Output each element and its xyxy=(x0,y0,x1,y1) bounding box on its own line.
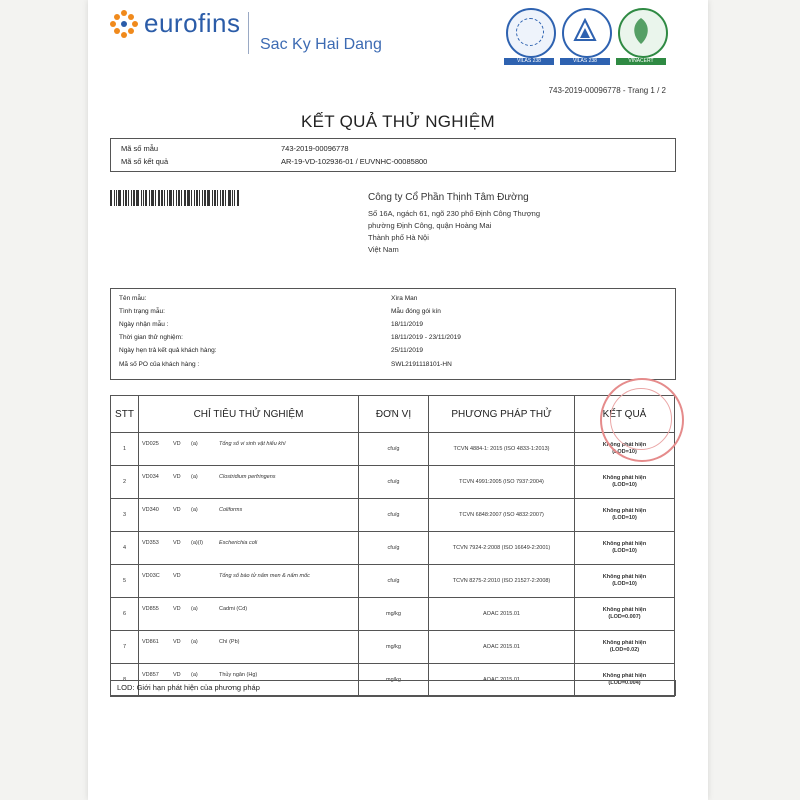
info-value: 18/11/2019 xyxy=(391,321,424,328)
row-vd: VD xyxy=(173,672,181,678)
row-code: VD025 xyxy=(142,441,159,447)
eurofins-logo xyxy=(110,8,241,39)
barcode-bar xyxy=(202,190,203,206)
row-result-line1: Không phát hiện xyxy=(602,573,647,580)
table-row xyxy=(111,565,675,598)
accreditation-seal-icon xyxy=(562,8,612,58)
row-result-line2: (LOD=10) xyxy=(612,548,637,554)
row-method: TCVN 8275-2:2010 (ISO 21527-2:2008) xyxy=(429,565,575,598)
row-unit: cfu/g xyxy=(359,466,429,499)
address-line-1: Số 16A, ngách 61, ngõ 230 phố Định Công Thượng xyxy=(368,209,541,218)
barcode-bar xyxy=(187,190,190,206)
row-stt: 7 xyxy=(111,631,139,664)
row-code: VD855 xyxy=(142,606,159,612)
barcode-bar xyxy=(217,190,218,206)
info-label: Ngày nhận mẫu : xyxy=(119,321,169,328)
header-divider xyxy=(248,12,249,54)
row-vd: VD xyxy=(173,606,181,612)
row-name: Escherichia coli xyxy=(219,540,258,546)
row-result-line1: Không phát hiện xyxy=(602,672,647,679)
row-method: TCVN 7924-2:2008 (ISO 16649-2:2001) xyxy=(429,532,575,565)
barcode-bar xyxy=(194,190,195,206)
row-flag: (a) xyxy=(191,474,198,480)
info-label: Mã số PO của khách hàng : xyxy=(119,361,200,368)
barcode-bar xyxy=(169,190,172,206)
vilas-certification-icon xyxy=(506,8,556,58)
row-result-line2: (LOD=10) xyxy=(612,515,637,521)
row-vd: VD xyxy=(173,507,181,513)
row-flag: (a) xyxy=(191,606,198,612)
customer-company: Công ty Cổ Phần Thịnh Tâm Đường xyxy=(368,192,529,203)
row-result xyxy=(575,631,675,664)
row-stt: 1 xyxy=(111,433,139,466)
info-value: 25/11/2019 xyxy=(391,347,424,354)
table-header-row xyxy=(111,396,675,433)
row-result-line2: (LOD=0.004) xyxy=(608,680,641,686)
row-name: Chì (Pb) xyxy=(219,639,240,645)
row-target xyxy=(139,565,359,598)
row-method: AOAC 2015.01 xyxy=(429,598,575,631)
row-target xyxy=(139,598,359,631)
row-vd: VD xyxy=(173,474,181,480)
row-result xyxy=(575,499,675,532)
row-name: Tổng số vi sinh vật hiếu khí xyxy=(219,441,286,447)
red-stamp-icon xyxy=(600,378,684,462)
barcode-bar xyxy=(237,190,239,206)
result-code-label: Mã số kết quả xyxy=(121,157,169,166)
row-result-line1: Không phát hiện xyxy=(602,639,647,646)
results-table xyxy=(110,395,675,697)
row-unit: cfu/g xyxy=(359,532,429,565)
row-method: AOAC 2015.01 xyxy=(429,631,575,664)
row-code: VD340 xyxy=(142,507,159,513)
row-code: VD03C xyxy=(142,573,160,579)
barcode-bar xyxy=(220,190,221,206)
lod-footnote-text: LOD: Giới hạn phát hiện của phương pháp xyxy=(117,683,260,692)
address-line-2: phường Định Công, quận Hoàng Mai xyxy=(368,221,492,230)
barcode-bar xyxy=(155,190,156,206)
barcode-bar xyxy=(204,190,206,206)
barcode-bar xyxy=(176,190,177,206)
info-label: Tên mẫu: xyxy=(119,295,147,302)
barcode-bar xyxy=(110,190,112,206)
row-method: TCVN 6848:2007 (ISO 4832:2007) xyxy=(429,499,575,532)
row-unit: mg/kg xyxy=(359,664,429,697)
barcode-bar xyxy=(143,190,144,206)
row-flag: (a) xyxy=(191,639,198,645)
header-result: KẾT QUẢ xyxy=(575,396,675,433)
row-result-line2: (LOD=10) xyxy=(612,482,637,488)
info-value: 18/11/2019 - 23/11/2019 xyxy=(391,334,461,341)
barcode-bar xyxy=(136,190,139,206)
barcode-bar xyxy=(207,190,210,206)
document-title: KẾT QUẢ THỬ NGHIỆM xyxy=(300,112,496,131)
row-method: TCVN 4991:2005 (ISO 7937:2004) xyxy=(429,466,575,499)
row-unit: cfu/g xyxy=(359,433,429,466)
row-name: Thủy ngân (Hg) xyxy=(219,672,258,678)
barcode-bar xyxy=(184,190,186,206)
sample-code-value: 743-2019-00096778 xyxy=(281,144,349,153)
barcode-bar xyxy=(178,190,180,206)
barcode-bar xyxy=(199,190,200,206)
green-certification-icon xyxy=(618,8,668,58)
barcode-bar xyxy=(125,190,127,206)
barcode-bar xyxy=(181,190,182,206)
row-stt: 4 xyxy=(111,532,139,565)
table-row xyxy=(111,466,675,499)
cert-caption-3: VINACERT xyxy=(616,58,666,65)
barcode-bar xyxy=(131,190,132,206)
header-target: CHỈ TIÊU THỬ NGHIỆM xyxy=(139,396,359,433)
row-stt: 5 xyxy=(111,565,139,598)
row-target xyxy=(139,499,359,532)
row-result-line1: Không phát hiện xyxy=(602,441,647,448)
row-code: VD353 xyxy=(142,540,159,546)
barcode-bar xyxy=(234,190,235,206)
barcode-bar xyxy=(232,190,233,206)
row-code: VD034 xyxy=(142,474,159,480)
row-name: Clostridium perfringens xyxy=(219,474,276,480)
barcode-bar xyxy=(114,190,115,206)
row-target xyxy=(139,433,359,466)
barcode-bar xyxy=(149,190,150,206)
info-value: Xìra Man xyxy=(391,295,418,302)
barcode-bar xyxy=(228,190,231,206)
barcode-bar xyxy=(173,190,174,206)
info-label: Thời gian thử nghiệm: xyxy=(119,334,183,341)
barcode xyxy=(110,190,250,206)
row-result-line2: (LOD=10) xyxy=(612,581,637,587)
barcode-bar xyxy=(161,190,163,206)
barcode-bar xyxy=(212,190,213,206)
page-reference: 743-2019-00096778 - Trang 1 / 2 xyxy=(548,86,666,95)
logo-text: eurofins xyxy=(144,8,241,38)
eurofins-logo-icon xyxy=(110,10,138,38)
row-result xyxy=(575,565,675,598)
barcode-bar xyxy=(164,190,165,206)
row-flag: (a) xyxy=(191,507,198,513)
row-unit: cfu/g xyxy=(359,565,429,598)
row-result-line1: Không phát hiện xyxy=(602,507,647,514)
sample-codes-box xyxy=(110,138,676,172)
row-unit: mg/kg xyxy=(359,598,429,631)
address-line-4: Việt Nam xyxy=(368,245,399,254)
row-result-line1: Không phát hiện xyxy=(602,606,647,613)
info-value: SWL2191118101-HN xyxy=(391,361,452,368)
row-result xyxy=(575,598,675,631)
table-row xyxy=(111,433,675,466)
row-name: Tổng số bào tử nấm men & nấm mốc xyxy=(219,573,310,579)
row-name: Cadmi (Cd) xyxy=(219,606,248,612)
cert-caption-1: VILAS 238 xyxy=(504,58,554,65)
barcode-bar xyxy=(167,190,168,206)
row-vd: VD xyxy=(173,540,181,546)
row-target xyxy=(139,631,359,664)
barcode-bar xyxy=(222,190,224,206)
header-method: PHƯƠNG PHÁP THỬ xyxy=(429,396,575,433)
row-code: VD857 xyxy=(142,672,159,678)
barcode-bar xyxy=(141,190,142,206)
barcode-bar xyxy=(151,190,154,206)
row-result-line2: (LOD=0.02) xyxy=(609,647,640,653)
barcode-bar xyxy=(225,190,226,206)
barcode-bar xyxy=(133,190,135,206)
lod-footnote xyxy=(110,680,676,696)
row-flag: (a) xyxy=(191,441,198,447)
header-unit: ĐƠN VỊ xyxy=(359,396,429,433)
row-flag: (a)(I) xyxy=(191,540,203,546)
row-name: Coliforms xyxy=(219,507,243,513)
row-result-line2: (LOD=10) xyxy=(612,449,637,455)
row-flag: (a) xyxy=(191,672,198,678)
info-label: Tình trạng mẫu: xyxy=(119,308,165,315)
customer-address xyxy=(368,192,540,256)
row-target xyxy=(139,532,359,565)
row-result-line2: (LOD=0.007) xyxy=(608,614,641,620)
sample-info-box xyxy=(110,288,676,380)
row-result xyxy=(575,532,675,565)
sample-code-label: Mã số mẫu xyxy=(121,144,159,153)
info-value: Mẫu đóng gói kín xyxy=(391,308,441,315)
row-unit: mg/kg xyxy=(359,631,429,664)
row-target xyxy=(139,466,359,499)
table-row xyxy=(111,631,675,664)
row-stt: 8 xyxy=(111,664,139,697)
barcode-bar xyxy=(128,190,129,206)
address-line-3: Thành phố Hà Nội xyxy=(368,233,429,242)
row-result-line1: Không phát hiện xyxy=(602,474,647,481)
table-row xyxy=(111,499,675,532)
row-vd: VD xyxy=(173,441,181,447)
barcode-bar xyxy=(158,190,160,206)
row-method: AOAC 2015.01 xyxy=(429,664,575,697)
row-code: VD861 xyxy=(142,639,159,645)
subsidiary-name: Sac Ky Hai Dang xyxy=(260,36,382,53)
info-label: Ngày hẹn trả kết quả khách hàng: xyxy=(119,347,217,354)
barcode-bar xyxy=(145,190,147,206)
barcode-bar xyxy=(118,190,121,206)
row-result xyxy=(575,466,675,499)
barcode-bar xyxy=(116,190,117,206)
barcode-bar xyxy=(191,190,192,206)
barcode-bar xyxy=(214,190,216,206)
barcode-bar xyxy=(196,190,198,206)
row-stt: 3 xyxy=(111,499,139,532)
row-unit: cfu/g xyxy=(359,499,429,532)
table-row xyxy=(111,532,675,565)
row-stt: 2 xyxy=(111,466,139,499)
header-stt: STT xyxy=(111,396,139,433)
row-vd: VD xyxy=(173,573,181,579)
barcode-bar xyxy=(123,190,124,206)
row-method: TCVN 4884-1: 2015 (ISO 4833-1:2013) xyxy=(429,433,575,466)
row-result-line1: Không phát hiện xyxy=(602,540,647,547)
row-stt: 6 xyxy=(111,598,139,631)
cert-caption-2: VILAS 238 xyxy=(560,58,610,65)
result-code-value: AR-19-VD-102936-01 / EUVNHC-00085800 xyxy=(281,157,428,166)
row-vd: VD xyxy=(173,639,181,645)
table-row xyxy=(111,598,675,631)
